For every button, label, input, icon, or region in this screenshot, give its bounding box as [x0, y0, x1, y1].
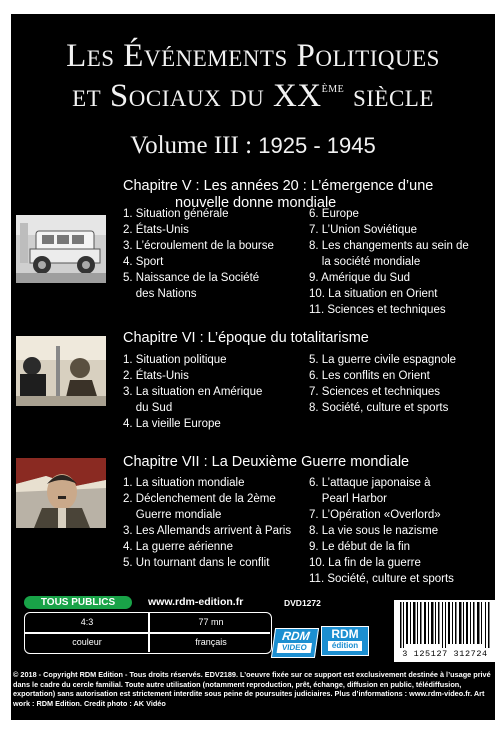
- audience-rating-badge: TOUS PUBLICS: [24, 596, 132, 609]
- chapter-5-title-line2: nouvelle donne mondiale: [175, 195, 337, 211]
- main-title-superscript: ème: [321, 81, 345, 96]
- totalitarism-era-photo: [16, 336, 106, 406]
- list-item: 4. La vieille Europe: [123, 418, 221, 430]
- rdm-edition-logo: [321, 626, 369, 656]
- list-item: la société mondiale: [309, 256, 421, 268]
- info-aspect: 4:3: [80, 617, 94, 627]
- list-item: 2. États-Unis: [123, 370, 189, 382]
- volume-label: Volume III :: [130, 132, 259, 159]
- list-item: 8. La vie sous le nazisme: [309, 525, 439, 537]
- technical-info-box: [24, 612, 272, 654]
- list-item: 7. Sciences et techniques: [309, 386, 441, 398]
- list-item: 6. L’attaque japonaise à: [309, 477, 431, 489]
- list-item: 7. L’Union Soviétique: [309, 224, 418, 236]
- dvd-code: DVD1272: [284, 598, 321, 608]
- list-item: 5. Un tournant dans le conflit: [123, 557, 270, 569]
- list-item: 4. La guerre aérienne: [123, 541, 233, 553]
- list-item: 11. Société, culture et sports: [309, 573, 454, 585]
- list-item: 6. Les conflits en Orient: [309, 370, 430, 382]
- legal-notice: © 2018 - Copyright RDM Edition - Tous droits réservés. EDV2189. L’oeuvre fixée sur ce support est exclusivement destinée à l’usage privé dans le cadre du cercle familial. Toute autre utilisation (notamment reproduction, prêt, échange, diffusion en public, télédiffusion, exportation) sans autorisation est strictement interdite sous peine de poursuites judiciaires. Plus d’informations : www.rdm-video.fr. Art work : RDM Edition. Credit photo : AK Vidéo: [13, 670, 491, 708]
- list-item: 11. Sciences et techniques: [309, 304, 446, 316]
- rdm-edition-logo-bottom: édition: [328, 641, 362, 651]
- info-duration: 77 mn: [198, 617, 224, 627]
- list-item: du Sud: [123, 402, 173, 414]
- chapter-6-title: Chapitre VI : L’époque du totalitarisme: [123, 330, 369, 346]
- list-item: des Nations: [123, 288, 197, 300]
- list-item: 3. Les Allemands arrivent à Paris: [123, 525, 292, 537]
- chapter-7-title: Chapitre VII : La Deuxième Guerre mondiale: [123, 454, 410, 470]
- ww2-leader-photo: [16, 458, 106, 528]
- list-item: 10. La fin de la guerre: [309, 557, 421, 569]
- rdm-edition-logo-top: RDM: [331, 627, 359, 641]
- info-language: français: [195, 637, 227, 647]
- dvd-back-cover: [11, 14, 495, 720]
- list-item: 2. États-Unis: [123, 224, 189, 236]
- volume-years: 1925 - 1945: [258, 133, 376, 158]
- rdm-video-logo-bottom: VIDEO: [277, 643, 312, 653]
- list-item: 10. La situation en Orient: [309, 288, 438, 300]
- barcode: [394, 600, 496, 662]
- list-item: 3. L’écroulement de la bourse: [123, 240, 274, 252]
- list-item: 7. L’Opération «Overlord»: [309, 509, 441, 521]
- list-item: Pearl Harbor: [309, 493, 387, 505]
- main-title-line1: Les Événements Politiques: [66, 38, 440, 74]
- list-item: 8. Société, culture et sports: [309, 402, 449, 414]
- list-item: 5. Naissance de la Société: [123, 272, 260, 284]
- list-item: 2. Déclenchement de la 2ème: [123, 493, 276, 505]
- info-divider-horizontal: [25, 632, 270, 634]
- list-item: 9. Le début de la fin: [309, 541, 411, 553]
- list-item: 1. Situation générale: [123, 208, 229, 220]
- barcode-bars: [394, 600, 496, 650]
- chapter-5-title-line1: Chapitre V : Les années 20 : L’émergence d’une: [123, 178, 434, 194]
- list-item: 4. Sport: [123, 256, 164, 268]
- rdm-video-logo: [271, 628, 319, 658]
- list-item: 1. La situation mondiale: [123, 477, 245, 489]
- barcode-number: 3 125127 312724: [402, 649, 488, 659]
- list-item: 1. Situation politique: [123, 354, 227, 366]
- main-title-line2: [11, 78, 495, 115]
- info-color: couleur: [72, 637, 102, 647]
- main-title-line2-start: et Sociaux du XX: [72, 78, 322, 114]
- list-item: 3. La situation en Amérique: [123, 386, 263, 398]
- main-title-line2-end: siècle: [344, 78, 434, 114]
- website-link[interactable]: www.rdm-edition.fr: [148, 596, 244, 608]
- volume-heading: [11, 132, 495, 160]
- vintage-car-photo: [16, 215, 106, 283]
- list-item: 8. Les changements au sein de: [309, 240, 469, 252]
- list-item: 5. La guerre civile espagnole: [309, 354, 457, 366]
- rdm-video-logo-top: RDM: [281, 629, 311, 643]
- list-item: 6. Europe: [309, 208, 359, 220]
- list-item: 9. Amérique du Sud: [309, 272, 411, 284]
- list-item: Guerre mondiale: [123, 509, 222, 521]
